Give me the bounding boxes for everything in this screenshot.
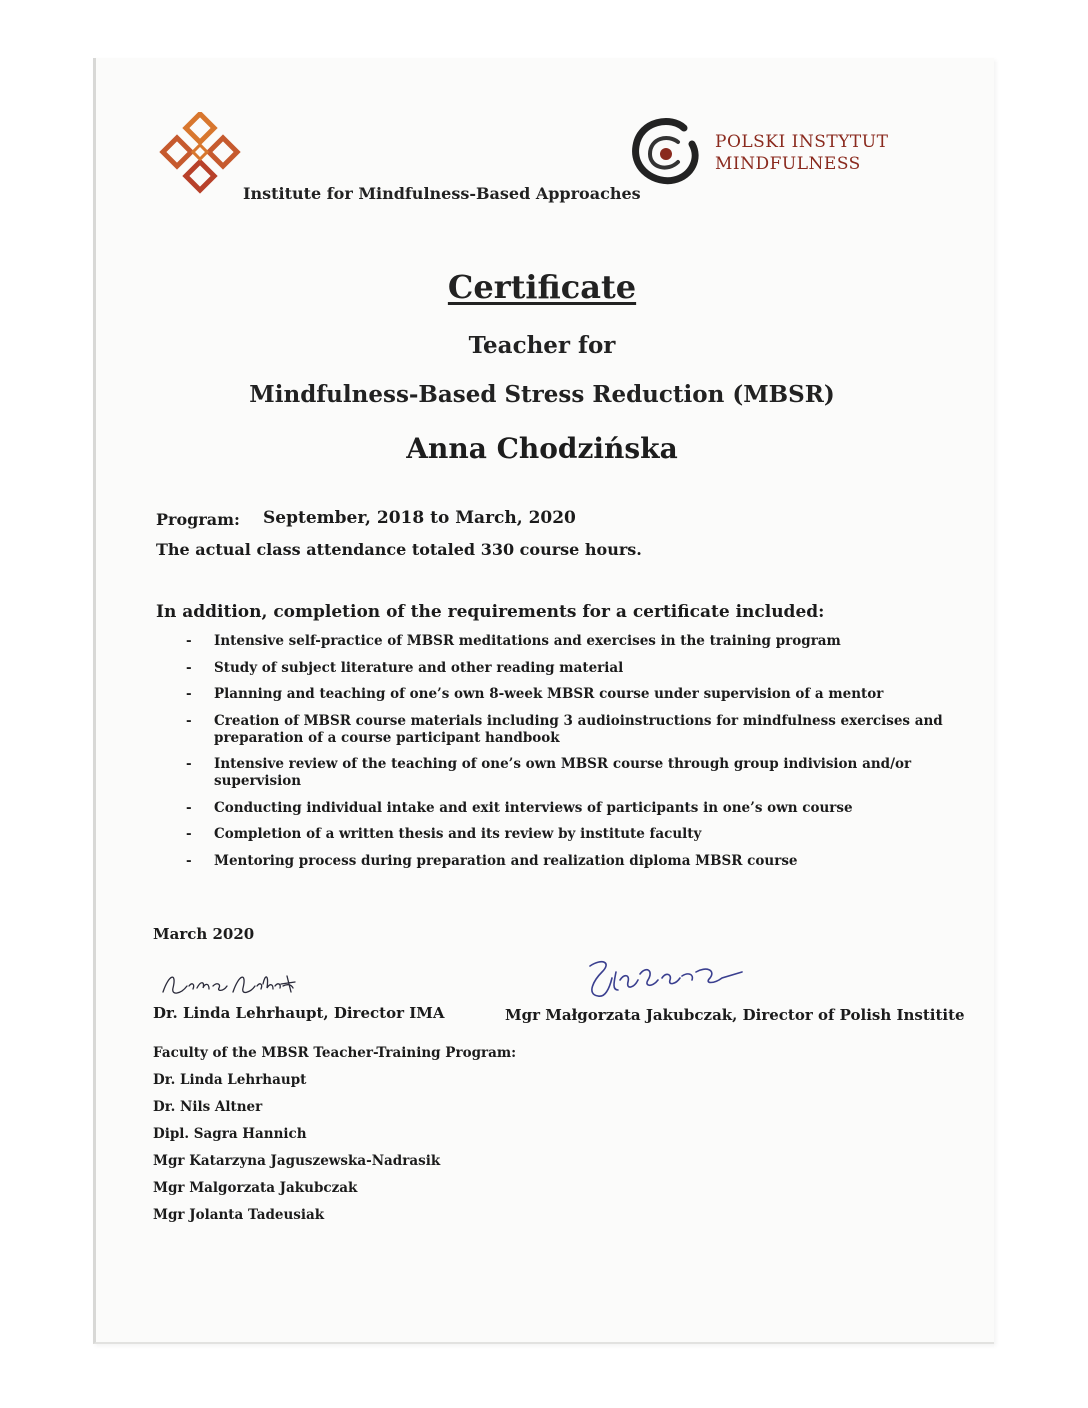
- program-dates: September, 2018 to March, 2020: [263, 508, 576, 528]
- bullet-dash: -: [186, 852, 192, 869]
- signer-2-name-title: Mgr Małgorzata Jakubczak, Director of Polish Institite: [505, 1006, 965, 1024]
- faculty-member: Dipl. Sagra Hannich: [153, 1126, 307, 1142]
- program-label: Program:: [156, 510, 240, 529]
- attendance-statement: The actual class attendance totaled 330 course hours.: [156, 540, 642, 559]
- requirement-item: [186, 660, 956, 677]
- requirements-intro: In addition, completion of the requirements for a certificate included:: [156, 602, 825, 622]
- bullet-dash: -: [186, 712, 192, 729]
- requirement-text: Completion of a written thesis and its review by institute faculty: [214, 826, 702, 842]
- faculty-member: Mgr Jolanta Tadeusiak: [153, 1207, 325, 1223]
- faculty-heading: Faculty of the MBSR Teacher-Training Program:: [153, 1045, 517, 1061]
- certificate-title: Certificate: [447, 268, 637, 306]
- bullet-dash: -: [186, 659, 192, 676]
- requirement-item: [186, 800, 956, 817]
- requirement-item: [186, 826, 956, 843]
- bullet-dash: -: [186, 826, 192, 842]
- faculty-member: Dr. Linda Lehrhaupt: [153, 1072, 307, 1088]
- polish-institute-name: [715, 131, 888, 175]
- faculty-member: Mgr Malgorzata Jakubczak: [153, 1180, 358, 1196]
- bullet-dash: -: [186, 799, 192, 816]
- certificate-subtitle-line1: Teacher for: [468, 332, 616, 359]
- requirement-item: [186, 686, 956, 703]
- bullet-dash: -: [186, 633, 192, 649]
- bullet-dash: -: [186, 686, 192, 702]
- requirements-list: [186, 633, 956, 879]
- faculty-member: Dr. Nils Altner: [153, 1099, 263, 1115]
- pim-name-line1: POLSKI INSTYTUT: [715, 132, 889, 152]
- faculty-member: Mgr Katarzyna Jaguszewska-Nadrasik: [153, 1153, 441, 1169]
- faculty-list: [153, 1072, 440, 1234]
- ima-diamond-logo-icon: [157, 112, 243, 198]
- signature-malgorzata-jakubczak: [572, 952, 752, 1007]
- pim-name-line2: MINDFULNESS: [715, 154, 861, 174]
- signature-linda-lehrhaupt: [155, 962, 305, 1002]
- ima-institute-name: Institute for Mindfulness-Based Approaches: [243, 184, 641, 203]
- pim-enso-logo-icon: [628, 118, 706, 188]
- requirement-text: Intensive review of the teaching of one’s own MBSR course through group indivision and/or supervision: [214, 756, 912, 789]
- certificate-subtitle-line2: Mindfulness-Based Stress Reduction (MBSR): [249, 381, 835, 408]
- requirement-item: [186, 853, 956, 870]
- requirement-text: Conducting individual intake and exit interviews of participants in one’s own course: [214, 799, 853, 816]
- issue-date: March 2020: [153, 925, 255, 943]
- requirement-text: Study of subject literature and other reading material: [214, 659, 624, 676]
- requirement-text: Creation of MBSR course materials including 3 audioinstructions for mindfulness exercises and preparation of a course participant handbook: [214, 712, 943, 746]
- requirement-text: Mentoring process during preparation and realization diploma MBSR course: [214, 852, 798, 869]
- signer-1-name-title: Dr. Linda Lehrhaupt, Director IMA: [153, 1004, 445, 1022]
- requirement-text: Intensive self-practice of MBSR meditations and exercises in the training program: [214, 633, 841, 649]
- requirement-item: [186, 756, 956, 790]
- certificate-holder-name: Anna Chodzińska: [406, 432, 678, 465]
- requirement-item: [186, 713, 956, 747]
- requirement-item: [186, 633, 956, 650]
- bullet-dash: -: [186, 756, 192, 772]
- requirement-text: Planning and teaching of one’s own 8-week MBSR course under supervision of a mentor: [214, 686, 884, 702]
